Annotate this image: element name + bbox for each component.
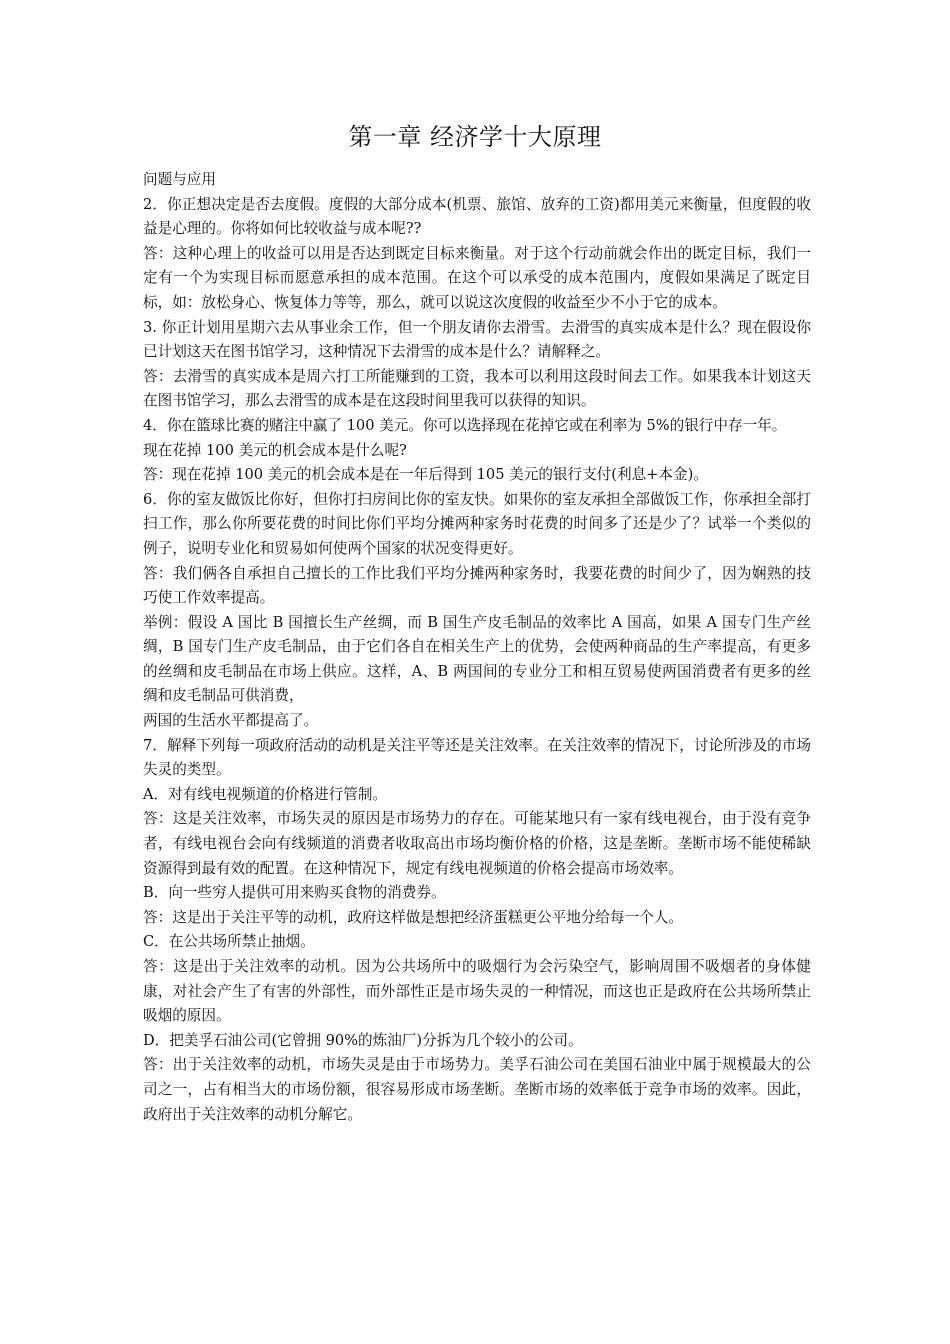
answer-2: 答：这种心理上的收益可以用是否达到既定目标来衡量。对于这个行动前就会作出的既定目标，我们一定有一个为实现目标而愿意承担的成本范围。在这个可以承受的成本范围内，度假如果满足了既定目标，如：放松身心、恢复体力等等，那么，就可以说这次度假的收益至少不小于它的成本。 xyxy=(143,244,811,311)
question-2: 2．你正想决定是否去度假。度假的大部分成本(机票、旅馆、放弃的工资)都用美元来衡量，但度假的收益是心理的。你将如何比较收益与成本呢?? xyxy=(143,195,811,238)
example-6-conclusion: 两国的生活水平都提高了。 xyxy=(143,712,319,730)
section-heading: 问题与应用 xyxy=(143,171,216,188)
answer-7b: 答：这是出于关注平等的动机，政府这样做是想把经济蛋糕更公平地分给每一个人。 xyxy=(143,908,683,926)
question-7d: D．把美孚石油公司(它曾拥 90%的炼油厂)分拆为几个较小的公司。 xyxy=(143,1031,583,1049)
question-4: 4．你在篮球比赛的赌注中赢了 100 美元。你可以选择现在花掉它或在利率为 5%的银行中存一年。 xyxy=(143,416,787,434)
question-7b: B．向一些穷人提供可用来购买食物的消费券。 xyxy=(143,884,446,902)
answer-7d: 答：出于关注效率的动机，市场失灵是由于市场势力。美孚石油公司在美国石油业中属于规模最大的公司之一，占有相当大的市场份额，很容易形成市场垄断。垄断市场的效率低于竞争市场的效率。因此，政府出于关注效率的动机分解它。 xyxy=(143,1056,811,1123)
question-7c: C．在公共场所禁止抽烟。 xyxy=(143,933,315,951)
answer-7c: 答：这是出于关注效率的动机。因为公共场所中的吸烟行为会污染空气，影响周围不吸烟者的身体健康，对社会产生了有害的外部性，而外部性正是市场失灵的一种情况，而这也正是政府在公共场所禁止吸烟的原因。 xyxy=(143,958,811,1025)
answer-6: 答：我们俩各自承担自己擅长的工作比我们平均分摊两种家务时，我要花费的时间少了，因为娴熟的技巧使工作效率提高。 xyxy=(143,564,811,607)
answer-7a: 答：这是关注效率，市场失灵的原因是市场势力的存在。可能某地只有一家有线电视台，由于没有竞争者，有线电视台会向有线频道的消费者收取高出市场均衡价格的价格，这是垄断。垄断市场不能使稀缺资源得到最有效的配置。在这种情况下，规定有线电视频道的价格会提高市场效率。 xyxy=(143,810,811,877)
example-6: 举例：假设 A 国比 B 国擅长生产丝绸，而 B 国生产皮毛制品的效率比 A 国高，如果 A 国专门生产丝绸，B 国专门生产皮毛制品，由于它们各自在相关生产上的优势，会使两种商品的生产率提高，有更多的丝绸和皮毛制品在市场上供应。这样，A、B 两国间的专业分工和相互贸易使两国消费者有更多的丝绸和皮毛制品可供消费， xyxy=(143,613,811,705)
document-body xyxy=(143,168,811,1127)
question-4-sub: 现在花掉 100 美元的机会成本是什么呢? xyxy=(143,441,407,459)
question-7a: A．对有线电视频道的价格进行管制。 xyxy=(143,785,388,803)
question-3: 3. 你正计划用星期六去从事业余工作，但一个朋友请你去滑雪。去滑雪的真实成本是什么？现在假设你已计划这天在图书馆学习，这种情况下去滑雪的成本是什么？请解释之。 xyxy=(143,318,811,361)
chapter-title: 第一章 经济学十大原理 xyxy=(348,123,602,151)
question-6: 6．你的室友做饭比你好，但你打扫房间比你的室友快。如果你的室友承担全部做饭工作，你承担全部打扫工作，那么你所要花费的时间比你们平均分摊两种家务时花费的时间多了还是少了？试举一个类似的例子，说明专业化和贸易如何使两个国家的状况变得更好。 xyxy=(143,490,811,557)
answer-3: 答：去滑雪的真实成本是周六打工所能赚到的工资，我本可以利用这段时间去工作。如果我本计划这天在图书馆学习，那么去滑雪的成本是在这段时间里我可以获得的知识。 xyxy=(143,367,811,410)
question-7: 7．解释下列每一项政府活动的动机是关注平等还是关注效率。在关注效率的情况下，讨论所涉及的市场失灵的类型。 xyxy=(143,736,811,779)
answer-4: 答：现在花掉 100 美元的机会成本是在一年后得到 105 美元的银行支付(利息+本金)。 xyxy=(143,466,708,484)
